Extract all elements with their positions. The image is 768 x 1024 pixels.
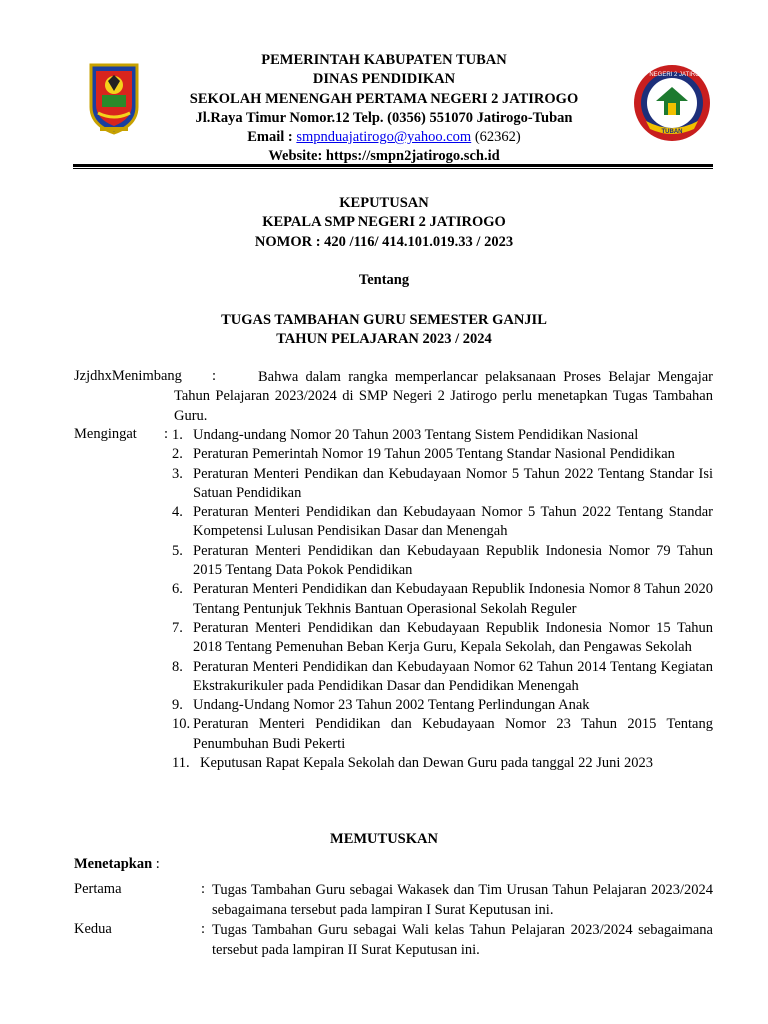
email-label: Email : <box>247 129 297 145</box>
list-item-text: Undang-Undang Nomor 23 Tahun 2002 Tentang Perlindungan Anak <box>193 697 590 714</box>
list-item <box>172 542 713 581</box>
list-item-text: Keputusan Rapat Kepala Sekolah dan Dewan Guru pada tanggal 22 Juni 2023 <box>200 755 654 772</box>
list-item <box>172 503 713 542</box>
list-item-number: 3. <box>172 465 183 482</box>
decree-subject-year: TAHUN PELAJARAN 2023 / 2024 <box>276 331 492 347</box>
emblem-top-text: SMP NEGERI 2 JATIROGO <box>634 72 710 78</box>
list-item-number: 5. <box>172 542 183 559</box>
pertama-label: Pertama <box>74 881 122 897</box>
list-item-number: 10. <box>172 716 191 733</box>
list-item <box>172 754 713 773</box>
list-item-number: 2. <box>172 446 183 463</box>
pertama-colon: : <box>201 881 206 897</box>
menetapkan-label: Menetapkan <box>74 856 153 872</box>
letterhead-government: PEMERINTAH KABUPATEN TUBAN <box>261 52 507 68</box>
kedua-colon: : <box>201 921 206 937</box>
mengingat-colon: : <box>164 426 169 442</box>
list-item <box>172 658 713 697</box>
list-item-text: Peraturan Menteri Pendidikan dan Kebudayaan Nomor 5 Tahun 2022 Tentang Standar Kompetensi Lulusan Pendisikan Dasar dan Menengah <box>193 504 713 540</box>
list-item-number: 6. <box>172 581 183 598</box>
decree-issuer: KEPALA SMP NEGERI 2 JATIROGO <box>262 214 506 230</box>
emblem-bottom-text: TUBAN <box>661 129 683 135</box>
email-code: (62362) <box>471 129 521 145</box>
list-item-text: Undang-undang Nomor 20 Tahun 2003 Tentang Sistem Pendidikan Nasional <box>193 427 639 443</box>
list-item-number: 8. <box>172 658 183 675</box>
decree-tentang: Tentang <box>358 272 410 288</box>
letterhead-address: Jl.Raya Timur Nomor.12 Telp. (0356) 551070 Jatirogo-Tuban <box>195 110 573 126</box>
decree-title: KEPUTUSAN <box>339 195 429 211</box>
decree-subject: TUGAS TAMBAHAN GURU SEMESTER GANJIL <box>221 312 547 328</box>
kedua-text: Tugas Tambahan Guru sebagai Wali kelas Tahun Pelajaran 2023/2024 sebagaimana tersebut pada lampiran II Surat Keputusan ini. <box>212 922 713 958</box>
letterhead-email-line <box>0 128 768 148</box>
letterhead-divider-thin <box>73 168 713 169</box>
email-link[interactable]: smpnduajatirogo@yahoo.com <box>296 129 472 145</box>
pertama-text: Tugas Tambahan Guru sebagai Wakasek dan Tim Urusan Tahun Pelajaran 2023/2024 sebagaimana tersebut pada lampiran I Surat Keputusan ini. <box>212 882 713 918</box>
letterhead-school: SEKOLAH MENENGAH PERTAMA NEGERI 2 JATIROGO <box>189 91 579 107</box>
list-item <box>172 696 713 715</box>
list-item-text: Peraturan Menteri Pendidikan dan Kebudayaan Republik Indonesia Nomor 8 Tahun 2020 Tentang Pentunjuk Tekhnis Bantuan Operasional Sekolah Reguler <box>193 581 713 617</box>
list-item-number: 4. <box>172 504 183 521</box>
menetapkan-colon: : <box>152 856 160 872</box>
list-item <box>172 445 713 464</box>
list-item-text: Peraturan Menteri Pendidikan dan Kebudayaan Nomor 23 Tahun 2015 Tentang Penumbuhan Budi Pekerti <box>193 716 713 752</box>
menimbang-label: JzjdhxMenimbang <box>74 368 182 384</box>
list-item-text: Peraturan Menteri Pendidikan dan Kebudayaan Republik Indonesia Nomor 79 Tahun 2015 Tentang Data Pokok Pendidikan <box>193 542 713 579</box>
list-item-number: 1. <box>172 427 183 443</box>
menimbang-colon: : <box>212 368 217 384</box>
list-item <box>172 580 713 619</box>
list-item-number: 9. <box>172 697 183 714</box>
list-item <box>172 465 713 504</box>
list-item-text: Peraturan Pemerintah Nomor 19 Tahun 2005 Tentang Standar Nasional Pendidikan <box>193 446 675 463</box>
letterhead-divider-thick <box>73 164 713 167</box>
list-item-text: Peraturan Menteri Pendikan dan Kebudayaan Nomor 5 Tahun 2022 Tentang Standar Isi Satuan Pendidikan <box>193 465 713 501</box>
menimbang-text: Bahwa dalam rangka memperlancar pelaksanaan Proses Belajar Mengajar Tahun Pelajaran 2023/2024 di SMP Negeri 2 Jatirogo perlu menetapkan Tugas Tambahan Guru. <box>174 369 713 424</box>
memutuskan-heading: MEMUTUSKAN <box>330 831 438 847</box>
list-item-text: Peraturan Menteri Pendidikan dan Kebudayaan Republik Indonesia Nomor 15 Tahun 2018 Tentang Pemenuhan Beban Kerja Guru, Kepala Sekolah, dan Pengawas Sekolah <box>193 619 713 656</box>
list-item <box>172 715 713 754</box>
mengingat-label: Mengingat <box>74 426 137 442</box>
kedua-label: Kedua <box>74 921 112 937</box>
list-item <box>172 426 713 445</box>
decree-number: NOMOR : 420 /116/ 414.101.019.33 / 2023 <box>254 234 514 250</box>
mengingat-list <box>172 426 713 773</box>
list-item-number: 11. <box>172 755 190 772</box>
menetapkan-line <box>74 855 160 875</box>
list-item-text: Peraturan Menteri Pendidikan dan Kebudayaan Nomor 62 Tahun 2014 Tentang Kegiatan Ekstrakurikuler pada Pendidikan Dasar dan Pendidikan Menengah <box>193 658 713 694</box>
list-item-number: 7. <box>172 619 183 636</box>
letterhead-department: DINAS PENDIDIKAN <box>312 71 456 87</box>
letterhead-website: Website: https://smpn2jatirogo.sch.id <box>268 148 500 164</box>
list-item <box>172 619 713 658</box>
